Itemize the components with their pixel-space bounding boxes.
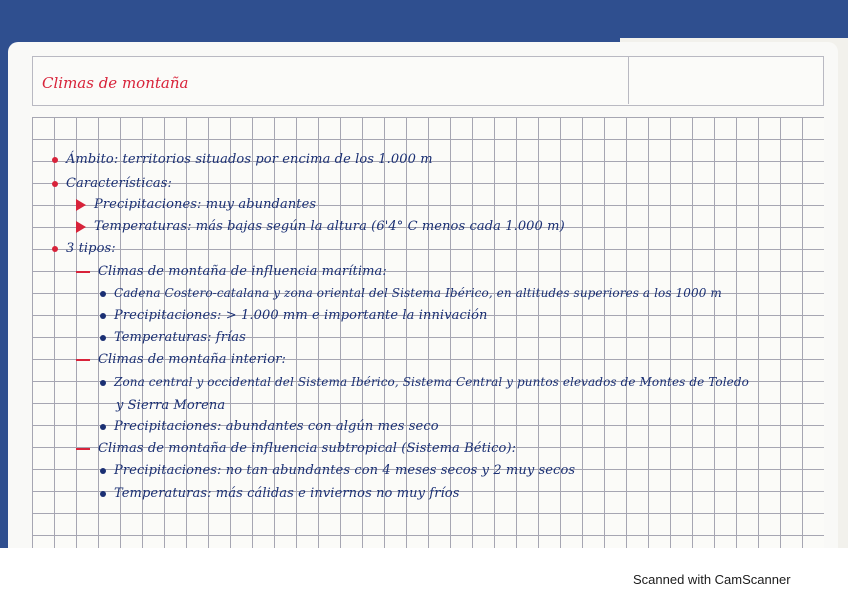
scanner-watermark: Scanned with CamScanner [633, 572, 791, 587]
bullet-icon [52, 246, 58, 252]
line-text: Climas de montaña de influencia subtropical (Sistema Bético): [98, 441, 517, 456]
note-line-cadena [100, 286, 722, 300]
note-line-precip-maritima [100, 308, 488, 323]
triangle-bullet-icon [76, 199, 86, 211]
note-line-maritima [76, 264, 387, 279]
note-line-precip-subtropical [100, 463, 575, 478]
line-text: Ámbito: territorios situados por encima de los 1.000 m [66, 152, 433, 167]
line-text: 3 tipos: [66, 241, 116, 256]
note-line-subtropical [76, 441, 516, 456]
title-box-divider [628, 56, 629, 104]
note-line-zona-central [100, 375, 749, 389]
bullet-icon [100, 291, 106, 297]
line-text: Temperaturas: más bajas según la altura (6'4° C menos cada 1.000 m) [94, 219, 565, 234]
bullet-icon [52, 181, 58, 187]
dash-bullet-icon [76, 271, 90, 273]
line-text: Características: [66, 176, 172, 191]
line-text: Zona central y occidental del Sistema Ibérico, Sistema Central y puntos elevados de Montes de Toledo [114, 375, 749, 389]
bullet-icon [100, 335, 106, 341]
note-line-tipos [52, 241, 116, 256]
line-text: y Sierra Morena [116, 398, 226, 413]
note-line-ambito [52, 152, 433, 167]
bullet-icon [100, 424, 106, 430]
dash-bullet-icon [76, 359, 90, 361]
line-text: Climas de montaña de influencia marítima: [98, 264, 387, 279]
note-line-interior [76, 352, 286, 367]
bullet-icon [100, 468, 106, 474]
bullet-icon [100, 380, 106, 386]
line-text: Climas de montaña interior: [98, 352, 286, 367]
line-text: Precipitaciones: abundantes con algún mes seco [114, 419, 439, 434]
dash-bullet-icon [76, 448, 90, 450]
line-text: Precipitaciones: muy abundantes [94, 197, 317, 212]
line-text: Precipitaciones: no tan abundantes con 4 meses secos y 2 muy secos [114, 463, 576, 478]
bullet-icon [100, 313, 106, 319]
note-line-sierra-morena [116, 398, 225, 413]
note-line-temp-subtropical [100, 486, 459, 501]
bullet-icon [52, 157, 58, 163]
line-text: Temperaturas: más cálidas e inviernos no muy fríos [114, 486, 460, 501]
note-line-caracteristicas [52, 176, 172, 191]
note-line-temperaturas [76, 219, 565, 234]
note-line-precip-interior [100, 419, 439, 434]
line-text: Cadena Costero-catalana y zona oriental del Sistema Ibérico, en altitudes superiores a los 1000 m [114, 286, 722, 300]
note-line-precipitaciones [76, 197, 316, 212]
page-title: Climas de montaña [42, 74, 189, 92]
bullet-icon [100, 491, 106, 497]
triangle-bullet-icon [76, 221, 86, 233]
line-text: Precipitaciones: > 1.000 mm e importante la innivación [114, 308, 488, 323]
note-line-temp-maritima [100, 330, 246, 345]
line-text: Temperaturas: frías [114, 330, 246, 345]
